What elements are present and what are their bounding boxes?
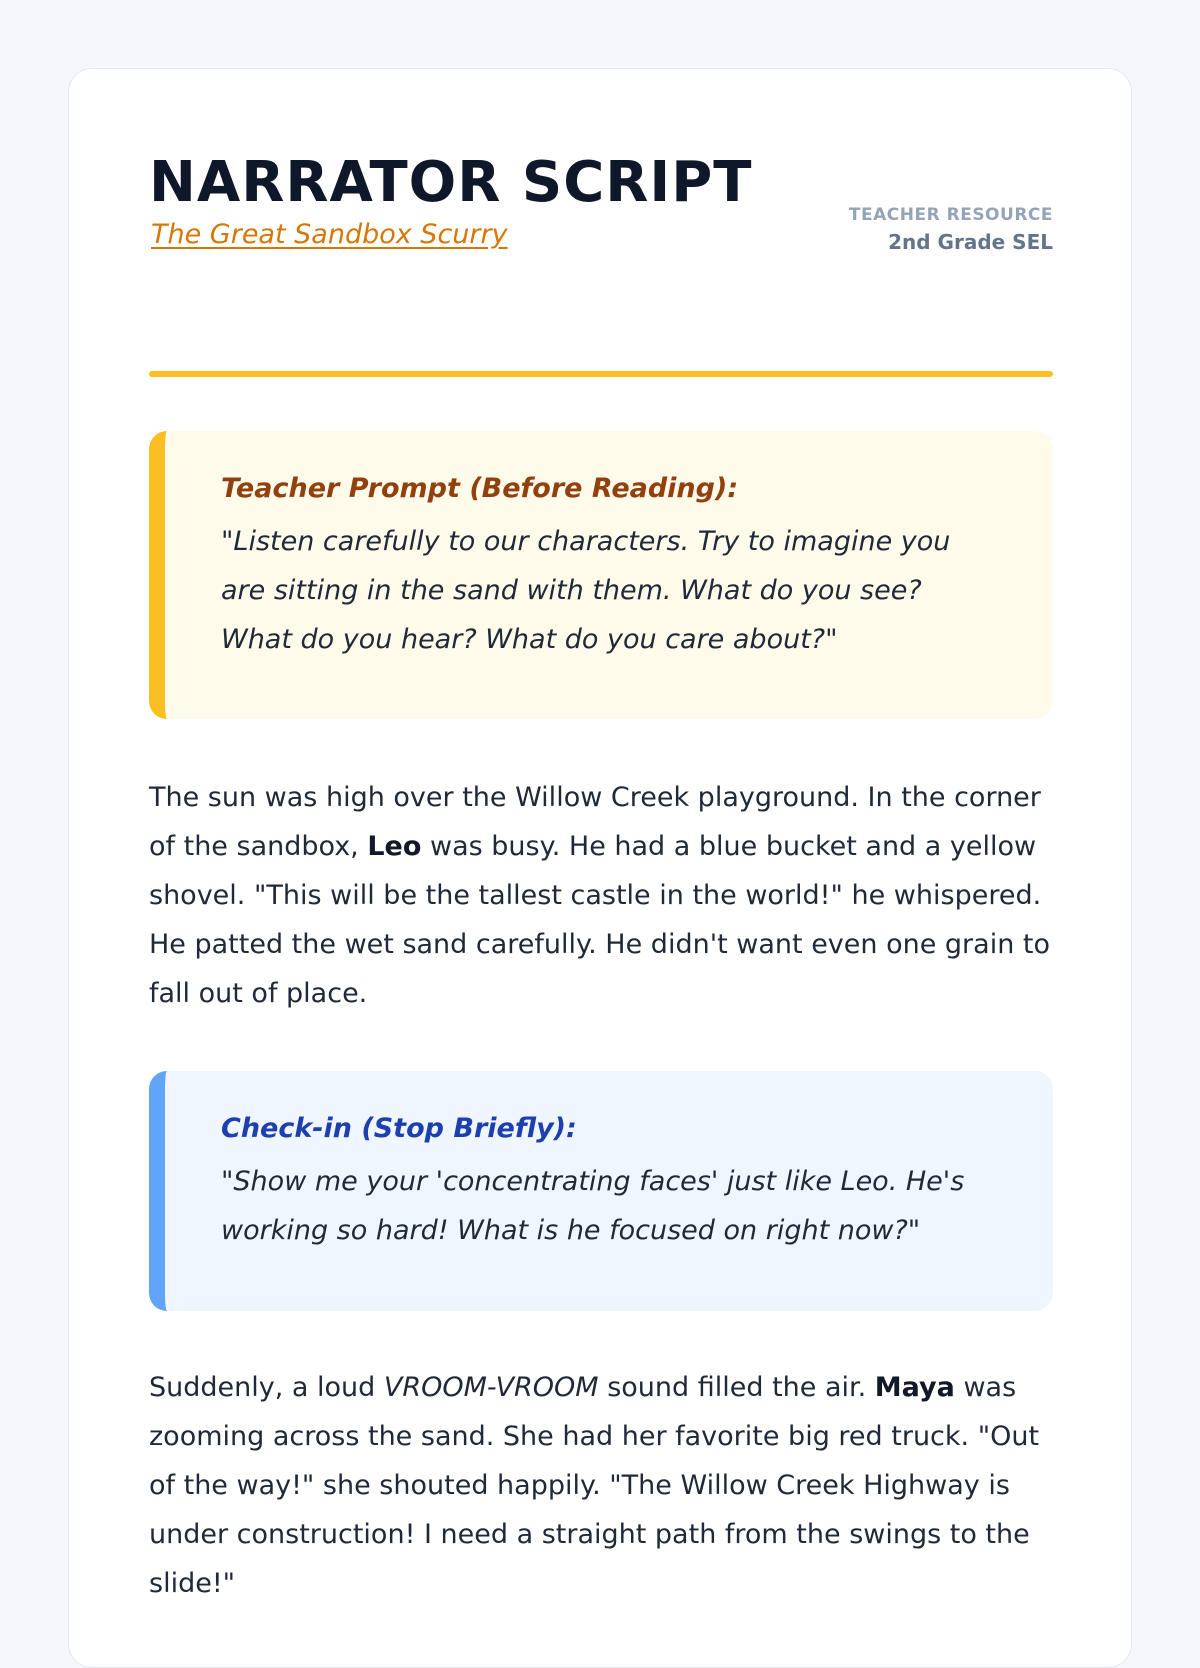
check-in-heading: Check-in (Stop Briefly): — [221, 1113, 577, 1144]
script-card — [68, 68, 1132, 1668]
story-title-link[interactable]: The Great Sandbox Scurry — [151, 219, 508, 250]
paragraph-text: was zooming across the sand. She had her favorite big red truck. "Out of the way!" she shouted happily. "The Willow Creek Highway is under construction! I need a straight path from the swings to the slide!" — [149, 1372, 1040, 1599]
teacher-prompt-body: "Listen carefully to our characters. Try to imagine you are sitting in the sand with them. What do you see? What do you hear? What do you care about?" — [221, 526, 951, 655]
teacher-prompt-callout — [149, 431, 1053, 719]
story-paragraph-1 — [149, 773, 1053, 1018]
paragraph-text: The sun was high over the Willow Creek playground. In the corner of the sandbox, — [149, 782, 1041, 862]
paragraph-text: Suddenly, a loud — [149, 1372, 384, 1403]
resource-label: TEACHER RESOURCE — [848, 205, 1053, 225]
paragraph-text: was busy. He had a blue bucket and a yellow shovel. "This will be the tallest castle in the world!" he whispered. He patted the wet sand carefully. He didn't want even one grain to fall out of place. — [149, 831, 1051, 1009]
character-name-maya: Maya — [874, 1372, 955, 1403]
script-content — [149, 150, 1053, 1599]
sound-effect: VROOM-VROOM — [383, 1372, 599, 1403]
check-in-callout — [149, 1071, 1053, 1311]
page-header — [149, 151, 1053, 299]
page-title: NARRATOR SCRIPT — [149, 150, 753, 215]
story-paragraph-2 — [149, 1363, 1053, 1608]
resource-meta — [849, 203, 1053, 257]
character-name-leo: Leo — [367, 831, 422, 862]
header-divider — [149, 371, 1053, 377]
check-in-body: "Show me your 'concentrating faces' just like Leo. He's working so hard! What is he focused on right now?" — [221, 1166, 965, 1246]
grade-label: 2nd Grade SEL — [888, 230, 1053, 254]
paragraph-text: sound filled the air. — [598, 1372, 875, 1403]
teacher-prompt-heading: Teacher Prompt (Before Reading): — [221, 473, 739, 504]
